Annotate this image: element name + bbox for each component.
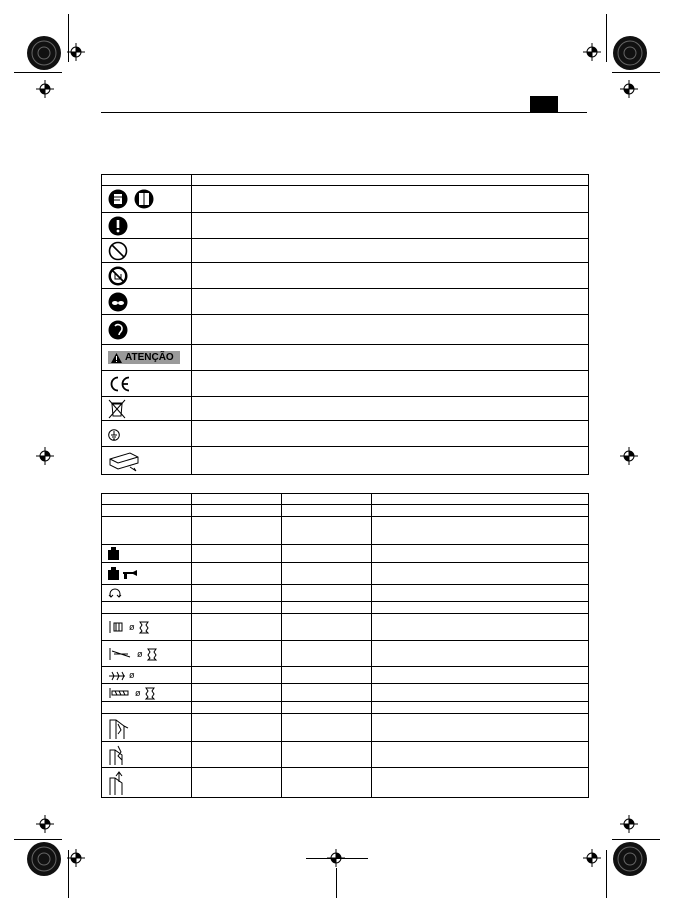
table-row xyxy=(102,563,589,585)
table-row xyxy=(102,289,589,315)
torque-icon xyxy=(108,587,122,599)
ce-mark-icon xyxy=(108,375,132,393)
table-row xyxy=(102,447,589,475)
wheelie-bin-crossed-icon xyxy=(108,399,126,419)
crosshair-target xyxy=(36,80,54,98)
table-row xyxy=(102,768,589,798)
row-text xyxy=(192,239,589,263)
table-row xyxy=(102,585,589,602)
wood-drilling-icon xyxy=(108,647,134,661)
crosshair-target xyxy=(583,43,601,61)
drill-icon xyxy=(121,568,139,580)
register-rosette-top-left xyxy=(26,35,62,71)
steel-drilling-icon xyxy=(108,669,126,681)
ear-protection-icon xyxy=(108,320,128,340)
no-touch-icon xyxy=(108,266,128,286)
row-text xyxy=(192,186,589,213)
vibration-measure-icon xyxy=(108,716,130,740)
register-rosette-bottom-left xyxy=(26,841,62,877)
screw-icon xyxy=(144,686,156,700)
header-cell xyxy=(102,175,192,186)
header-cell xyxy=(192,175,589,186)
table-row: ø xyxy=(102,614,589,641)
warning-badge: ATENÇÃO xyxy=(108,351,180,364)
header-cell xyxy=(372,494,589,505)
row-text xyxy=(192,397,589,421)
screw-icon xyxy=(138,620,150,634)
row-text xyxy=(192,315,589,345)
header-cell xyxy=(192,494,282,505)
technical-data-table xyxy=(101,493,589,798)
table-row xyxy=(102,742,589,768)
table-row xyxy=(102,517,589,545)
header-cell xyxy=(102,494,192,505)
chuck-icon xyxy=(108,620,126,634)
table-row xyxy=(102,213,589,239)
crosshair-target xyxy=(620,815,638,833)
manual-book-icon xyxy=(134,189,154,209)
warning-triangle-icon xyxy=(111,353,122,363)
exclamation-icon xyxy=(108,216,128,236)
screw-icon xyxy=(146,647,158,661)
row-text xyxy=(192,263,589,289)
register-rosette-bottom-right xyxy=(612,841,648,877)
table-row: ø xyxy=(102,667,589,684)
vibration-measure-icon xyxy=(108,744,130,766)
table-row xyxy=(102,714,589,742)
table-row xyxy=(102,702,589,714)
crosshair-target xyxy=(620,80,638,98)
crosshair-target xyxy=(620,447,638,465)
row-text xyxy=(192,447,589,475)
crosshair-target xyxy=(583,849,601,867)
table-row: ø xyxy=(102,684,589,702)
register-rosette-top-right xyxy=(612,35,648,71)
symbols-table xyxy=(101,174,589,475)
crosshair-target xyxy=(67,849,85,867)
table-row xyxy=(102,186,589,213)
battery-icon xyxy=(108,547,119,560)
table-row xyxy=(102,371,589,397)
header-cell xyxy=(282,494,372,505)
table-row xyxy=(102,345,589,371)
table-row xyxy=(102,421,589,447)
table-row xyxy=(102,545,589,563)
battery-icon xyxy=(108,567,119,580)
row-text xyxy=(192,371,589,397)
table-header-row xyxy=(102,494,589,505)
table-header-row xyxy=(102,175,589,186)
crosshair-target xyxy=(67,43,85,61)
table-row: ø xyxy=(102,641,589,667)
read-instructions-icon xyxy=(108,189,128,209)
row-text xyxy=(192,421,589,447)
earth-ground-icon xyxy=(108,429,120,441)
vibration-measure-icon xyxy=(108,770,130,796)
header-rule xyxy=(101,112,587,113)
table-row xyxy=(102,602,589,614)
eye-protection-icon xyxy=(108,292,128,312)
table-row xyxy=(102,239,589,263)
table-row xyxy=(102,505,589,517)
row-text xyxy=(192,213,589,239)
table-row xyxy=(102,315,589,345)
tool-case-icon xyxy=(108,449,142,473)
screwdriving-icon xyxy=(108,687,132,699)
crosshair-target xyxy=(36,447,54,465)
row-text xyxy=(192,345,589,371)
prohibited-icon xyxy=(108,241,128,261)
language-tab xyxy=(530,96,558,112)
table-row xyxy=(102,263,589,289)
table-row xyxy=(102,397,589,421)
crosshair-target xyxy=(36,815,54,833)
row-text xyxy=(192,289,589,315)
